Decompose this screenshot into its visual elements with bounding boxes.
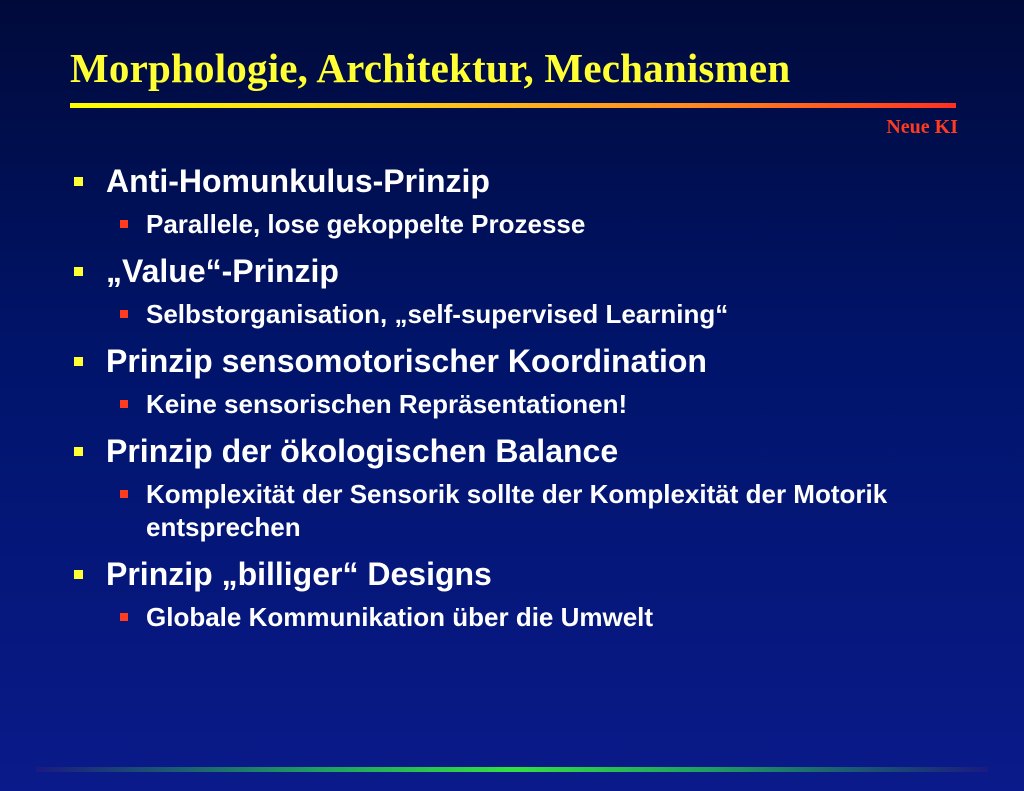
- sub-bullet-text: Parallele, lose gekoppelte Prozesse: [146, 209, 586, 239]
- sub-bullet-list: [106, 388, 962, 421]
- bullet-text: Prinzip sensomotorischer Koordination: [106, 343, 707, 379]
- sub-bullet-text: Selbstorganisation, „self-supervised Learning“: [146, 299, 729, 329]
- square-sub-bullet-icon: [120, 613, 128, 621]
- square-sub-bullet-icon: [120, 400, 128, 408]
- sub-bullet-text: Komplexität der Sensorik sollte der Komplexität der Motorik entsprechen: [146, 479, 888, 542]
- bullet-text: Prinzip der ökologischen Balance: [106, 433, 619, 469]
- bullet-item: [72, 555, 962, 634]
- bullet-text: „Value“-Prinzip: [106, 253, 339, 289]
- sub-bullet-text: Globale Kommunikation über die Umwelt: [146, 602, 654, 632]
- title-underline: [70, 103, 956, 108]
- slide-tag: Neue KI: [886, 116, 958, 138]
- bullet-item: [72, 432, 962, 544]
- sub-bullet-list: [106, 298, 962, 331]
- footer-rule: [36, 767, 988, 772]
- sub-bullet-item: [106, 298, 962, 331]
- square-bullet-icon: [74, 357, 83, 366]
- sub-bullet-text: Keine sensorischen Repräsentationen!: [146, 389, 628, 419]
- sub-bullet-list: [106, 478, 962, 544]
- square-bullet-icon: [74, 267, 83, 276]
- sub-bullet-item: [106, 478, 962, 544]
- square-sub-bullet-icon: [120, 490, 128, 498]
- sub-bullet-list: [106, 208, 962, 241]
- square-sub-bullet-icon: [120, 310, 128, 318]
- sub-bullet-list: [106, 601, 962, 634]
- bullet-item: [72, 162, 962, 241]
- bullet-item: [72, 252, 962, 331]
- slide-title: Morphologie, Architektur, Mechanismen: [70, 45, 791, 91]
- sub-bullet-item: [106, 601, 962, 634]
- sub-bullet-item: [106, 388, 962, 421]
- bullet-item: [72, 342, 962, 421]
- bullet-text: Prinzip „billiger“ Designs: [106, 556, 492, 592]
- square-bullet-icon: [74, 177, 83, 186]
- sub-bullet-item: [106, 208, 962, 241]
- square-bullet-icon: [74, 447, 83, 456]
- bullet-list: [72, 162, 962, 634]
- square-sub-bullet-icon: [120, 220, 128, 228]
- bullet-text: Anti-Homunkulus-Prinzip: [106, 163, 490, 199]
- square-bullet-icon: [74, 570, 83, 579]
